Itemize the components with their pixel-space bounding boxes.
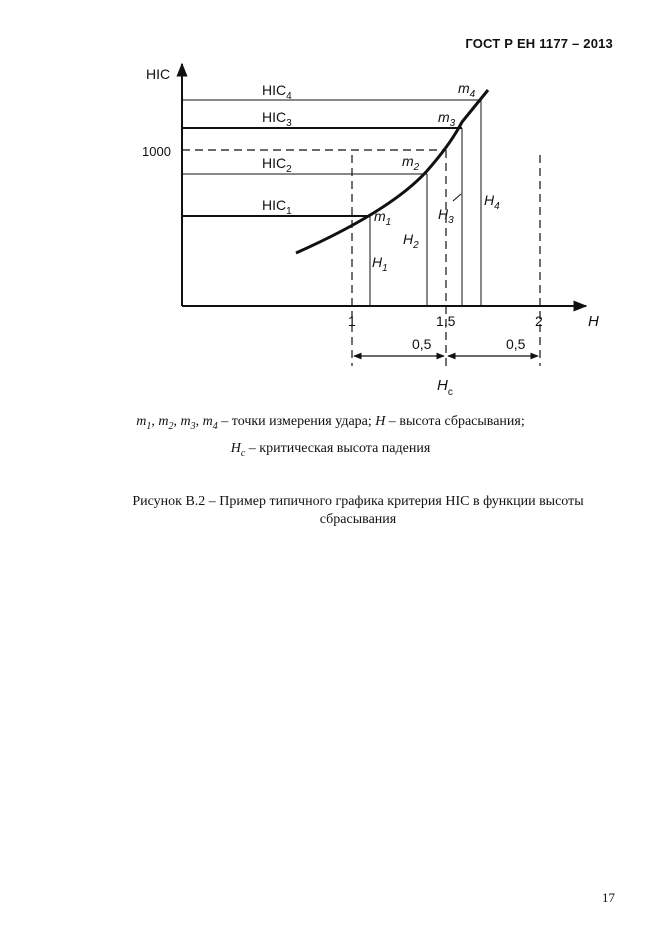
height-h1-label: $H_1$ bbox=[372, 254, 388, 274]
x-tick-1-5: 1,5 bbox=[436, 313, 456, 329]
y-tick-1000: 1000 bbox=[142, 144, 171, 159]
figure-legend-line1: $m_1$, $m_2$, $m_3$, $m_4$ – точки измерения удара; H – высота сбрасывания; bbox=[136, 414, 525, 432]
h3-leader bbox=[453, 194, 461, 201]
x-tick-1: 1 bbox=[348, 313, 356, 329]
figure-caption-line2: сбрасывания bbox=[319, 512, 397, 527]
point-m3-label: $m_3$ bbox=[438, 109, 456, 129]
height-h2-label: $H_2$ bbox=[403, 231, 419, 251]
page-number: 17 bbox=[602, 890, 615, 905]
hic2-label: $HIC_2$ bbox=[262, 155, 292, 175]
document-header: ГОСТ Р ЕН 1177 – 2013 bbox=[465, 36, 613, 51]
x-axis-label: H bbox=[588, 313, 599, 330]
point-m4-label: $m_4$ bbox=[458, 80, 476, 100]
y-axis-label: HIC bbox=[146, 66, 171, 82]
height-h4-label: $H_4$ bbox=[484, 192, 500, 212]
point-m2-label: $m_2$ bbox=[402, 153, 420, 173]
hic3-label: $HIC_3$ bbox=[262, 109, 292, 129]
figure-caption-line1: Рисунок В.2 – Пример типичного графика критерия HIC в функции высоты bbox=[132, 494, 584, 509]
point-m1-label: $m_1$ bbox=[374, 208, 392, 228]
hic-curve bbox=[296, 90, 488, 253]
hic4-label: $HIC_4$ bbox=[262, 82, 292, 102]
interval-right-label: 0,5 bbox=[506, 336, 526, 352]
height-h3-label: $H_3$ bbox=[438, 206, 454, 226]
figure-legend-line2: $H_c$ – критическая высота падения bbox=[230, 441, 431, 459]
hic1-label: $HIC_1$ bbox=[262, 197, 292, 217]
hic-figure bbox=[0, 0, 661, 420]
x-tick-2: 2 bbox=[535, 313, 543, 329]
interval-left-label: 0,5 bbox=[412, 336, 432, 352]
figure-caption bbox=[98, 493, 618, 529]
hc-label: $H_c$ bbox=[437, 377, 453, 398]
